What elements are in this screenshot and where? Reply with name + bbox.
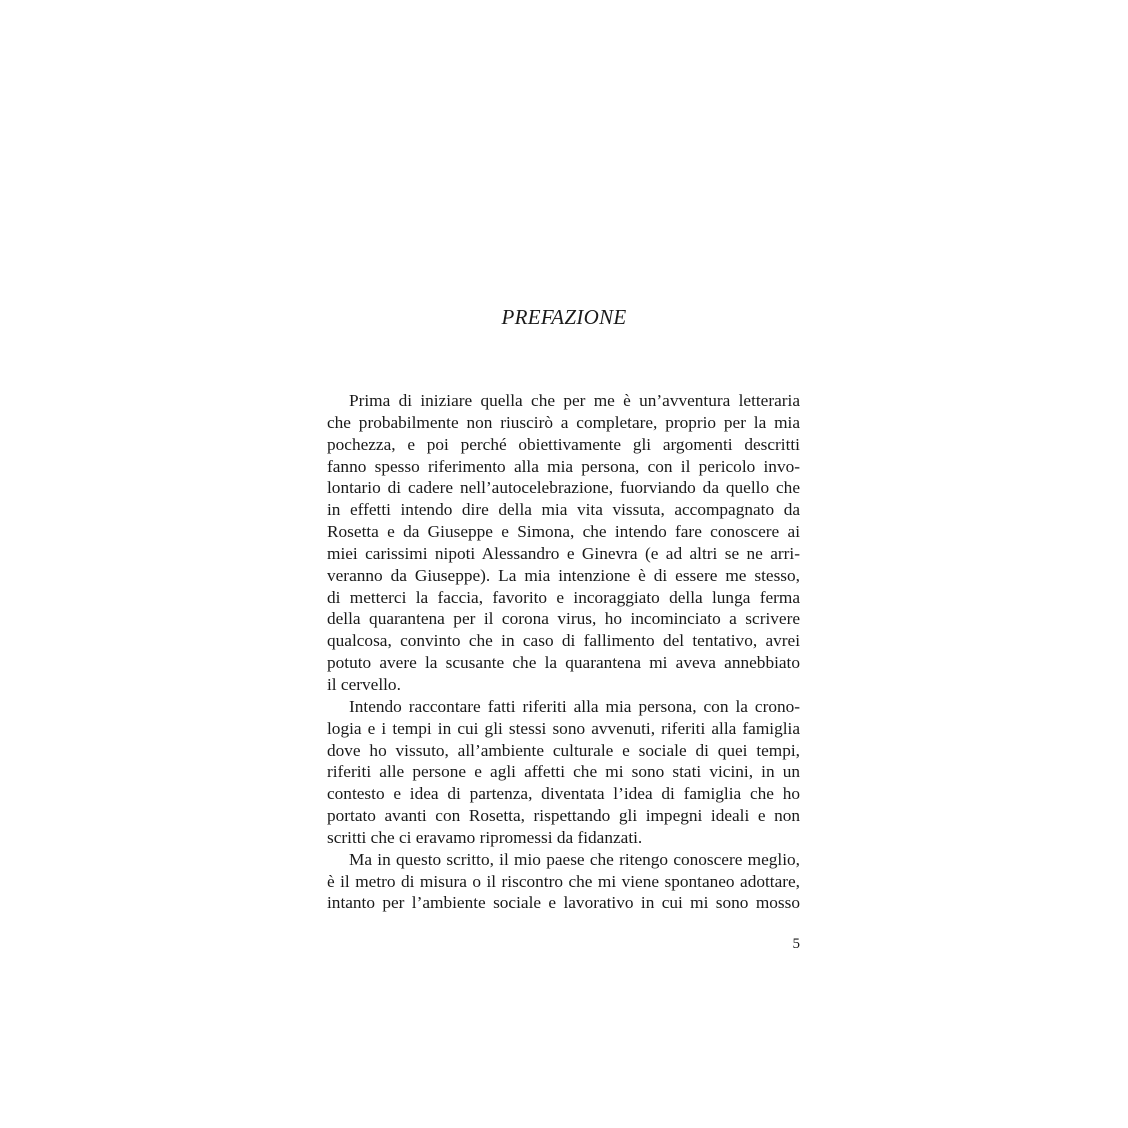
paragraph-line: qualcosa, convinto che in caso di fallimento del tentativo, avrei [327, 631, 800, 651]
page-number: 5 [792, 936, 800, 952]
paragraph-line: contesto e idea di partenza, diventata l’idea di famiglia che ho [327, 784, 800, 804]
paragraph-line: è il metro di misura o il riscontro che mi viene spontaneo adottare, [327, 871, 800, 891]
paragraph-line: miei carissimi nipoti Alessandro e Ginevra (e ad altri se ne arri- [327, 543, 800, 563]
paragraph-line: in effetti intendo dire della mia vita vissuta, accompagnato da [327, 500, 800, 520]
paragraph-line: che probabilmente non riuscirò a completare, proprio per la mia [327, 412, 800, 432]
page-title: PREFAZIONE [501, 305, 627, 329]
paragraph-line: di metterci la faccia, favorito e incoraggiato della lunga ferma [327, 587, 800, 607]
paragraph-line: pochezza, e poi perché obiettivamente gli argomenti descritti [327, 434, 800, 454]
paragraph-line: dove ho vissuto, all’ambiente culturale e sociale di quei tempi, [327, 740, 800, 760]
paragraph-line: Rosetta e da Giuseppe e Simona, che intendo fare conoscere ai [327, 522, 800, 542]
paragraph-line: Ma in questo scritto, il mio paese che ritengo conoscere meglio, [349, 849, 800, 869]
paragraph-line: intanto per l’ambiente sociale e lavorativo in cui mi sono mosso [327, 893, 800, 913]
paragraph-line: il cervello. [327, 674, 401, 694]
paragraph-line: potuto avere la scusante che la quarantena mi aveva annebbiato [327, 653, 800, 673]
paragraph-line: Intendo raccontare fatti riferiti alla mia persona, con la crono- [349, 696, 800, 716]
paragraph-line: fanno spesso riferimento alla mia persona, con il pericolo invo- [327, 456, 800, 476]
paragraph-line: portato avanti con Rosetta, rispettando gli impegni ideali e non [327, 806, 800, 826]
paragraph-line: lontario di cadere nell’autocelebrazione, fuorviando da quello che [327, 478, 800, 498]
paragraph-line: veranno da Giuseppe). La mia intenzione è di essere me stesso, [327, 565, 800, 585]
paragraph-line: scritti che ci eravamo ripromessi da fidanzati. [327, 827, 643, 847]
paragraph-line: Prima di iniziare quella che per me è un’avventura letteraria [349, 391, 800, 410]
body-text [327, 390, 800, 914]
paragraph-line: riferiti alle persone e agli affetti che mi sono stati vicini, in un [327, 762, 800, 782]
paragraph-line: logia e i tempi in cui gli stessi sono avvenuti, riferiti alla famiglia [327, 718, 800, 738]
paragraph-line: della quarantena per il corona virus, ho incominciato a scrivere [327, 609, 800, 629]
